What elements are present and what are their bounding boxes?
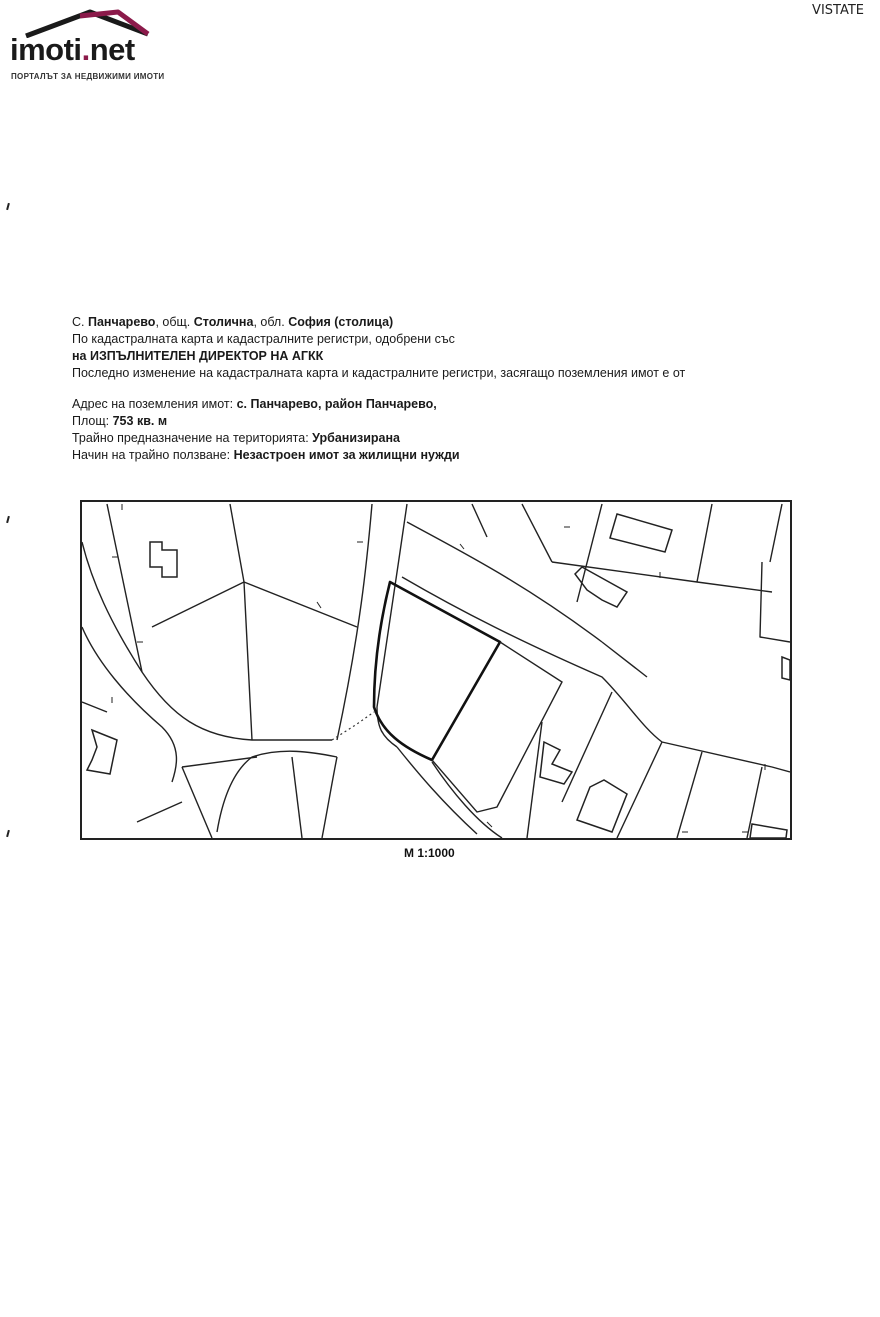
parcel-line — [662, 742, 790, 772]
parcel-line — [107, 504, 142, 672]
margin-mark — [6, 203, 10, 210]
building-outline — [87, 730, 117, 774]
building-outline — [150, 542, 177, 577]
parcel-line — [770, 504, 782, 562]
imoti-logo[interactable] — [8, 8, 178, 88]
parcel-line — [244, 582, 357, 627]
parcel-line — [137, 802, 182, 822]
parcel-line — [562, 692, 612, 802]
cadastral-sketch-text — [72, 314, 832, 464]
usage-line: Начин на трайно ползване: Незастроен имот за жилищни нужди — [72, 448, 460, 462]
building-outline — [610, 514, 672, 552]
road-edge — [217, 751, 337, 832]
road-edge — [322, 757, 337, 838]
parcel-line — [527, 722, 542, 838]
address-line: Адрес на поземления имот: с. Панчарево, район Панчарево, — [72, 397, 437, 411]
boundary-tick — [487, 822, 492, 827]
logo-wordmark: imoti.net — [10, 32, 135, 67]
logo-tagline: ПОРТАЛЪТ ЗА НЕДВИЖИМИ ИМОТИ — [11, 72, 165, 81]
parcel-line — [472, 504, 487, 537]
subject-parcel — [374, 582, 500, 760]
parcel-line — [602, 642, 647, 677]
parcel-line — [617, 742, 662, 838]
parcel-line — [747, 767, 762, 838]
watermark-text: VISTATE — [812, 3, 864, 18]
building-outline — [750, 824, 787, 838]
approval-line: По кадастралната карта и кадастралните регистри, одобрени със — [72, 332, 455, 346]
last-change-line: Последно изменение на кадастралната карта и кадастралните регистри, засягащо поземления имот е от — [72, 366, 686, 380]
area-line: Площ: 753 кв. м — [72, 414, 168, 428]
purpose-line: Трайно предназначение на територията: Урбанизирана — [72, 431, 401, 445]
parcel-line — [697, 504, 712, 582]
road-edge — [82, 542, 332, 740]
boundary-tick — [317, 602, 321, 608]
building-outline — [577, 780, 627, 832]
parcel-line — [230, 504, 252, 740]
parcel-line — [82, 702, 107, 712]
road-edge — [402, 577, 662, 742]
parcel-line — [152, 582, 244, 627]
settlement-line: С. Панчарево, общ. Столична, обл. София (столица) — [72, 315, 394, 329]
margin-mark — [6, 516, 10, 523]
cadastral-map-drawing — [82, 502, 790, 838]
issuer-line: на ИЗПЪЛНИТЕЛЕН ДИРЕКТОР НА АГКК — [72, 349, 324, 363]
parcel-line — [677, 752, 702, 838]
cadastral-map — [80, 500, 792, 840]
building-outline — [540, 742, 572, 784]
road-edge — [337, 504, 372, 740]
building-outline — [782, 657, 790, 680]
boundary-tick — [460, 544, 464, 549]
map-scale-label: М 1:1000 — [404, 846, 455, 860]
road-edge — [407, 522, 602, 642]
parcel-line — [577, 504, 602, 602]
parcel-line — [182, 767, 212, 838]
building-outline — [575, 567, 627, 607]
margin-mark — [6, 830, 10, 837]
road-edge — [397, 747, 477, 834]
parcel-line — [522, 504, 552, 562]
parcel-line — [292, 757, 302, 838]
parcel-line — [760, 562, 790, 642]
